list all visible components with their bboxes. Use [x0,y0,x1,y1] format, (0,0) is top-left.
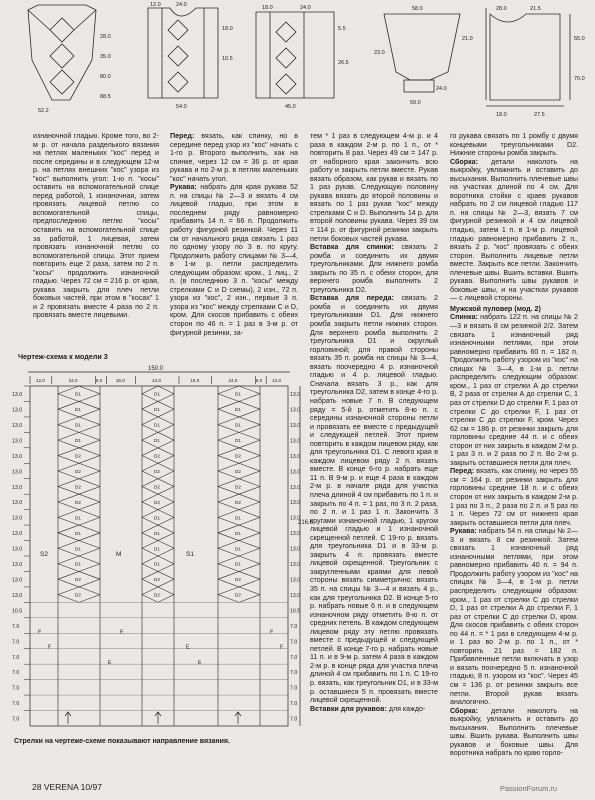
row-label-left: 7.0 [12,701,20,708]
model-2-sleeves-body: набрать 54 п. на спицы № 2—3 и вязать 8 см резинкой. Затем связать 1 изнаночный ряд изнаночными петлями, при этом равномерно прибавить 40 п. = 94 п. Продолжить работу узором из "кос" на спицах № 3—4, в 1-м р. петли распределить следующим образом: кром., 1 раз от стрелки С до стрелки D, 1 раз от стрелки А до стрелки F, 1 раз от стрелки С до стрелки D, кром. Для скосов прибавить с обеих сторон по 44 п. = * 1 раз в следующем 4-м р. и 1 раз во 2-м р. по 1 п., от * повторить 21 раз = 182 п. Прибавленные петли включать в узор и вязать поочередно 5 п. изнаночной гладью, 8 п. узором из "кос". Через 45 см = 136 р. от резинки закрыть все петли. Второй рукав вязать аналогично. [450,527,578,707]
back-insert-heading: Вставка для спинки: [310,243,394,252]
cable-diamond-label: D2 [235,484,241,490]
text-column-4 [450,132,578,780]
cable-diamond-label: D1 [154,438,160,444]
cable-diamond-label: D1 [235,438,241,444]
row-label-right: 13.0 [290,392,301,399]
yoke-piece-label-2: 23.0 [374,50,385,56]
collar-piece-label-2: 55.0 [574,36,585,42]
row-label-right: 13.0 [290,531,301,538]
front-body: вязать, как спинку, но в середине перед узор из "кос" начать с 1-го р. Второго выполнить, как на спинке, через 12 см = 36 р. от края рукава и по 2-м р. в петлях маленьких "кос" начать угол. [170,132,298,183]
yoke-piece-label-0: 58.0 [412,6,423,12]
sleeve-piece-label-4: 45.0 [285,104,296,110]
row-label-right: 13.0 [290,438,301,445]
model-2-back-heading: Спинка: [450,313,478,322]
front-piece-label-1: 24.0 [176,2,187,8]
cable-diamond-label: D2 [235,469,241,474]
cable-diamond-label: D1 [154,530,160,536]
front-piece-label-4: 54.0 [176,104,187,110]
row-label-left: 13.0 [12,453,23,460]
knitting-direction-arrow [235,712,241,724]
row-label-left: 13.0 [12,515,23,522]
model-2-heading: Мужской пуловер (мод. 2) [450,304,541,313]
top-segment-label: 6.0 [255,378,263,383]
row-label-left: 7.0 [12,639,20,646]
row-label-right: 7.0 [290,623,298,630]
top-segment-label: 12.0 [272,378,282,383]
back-piece-label-2: 35.0 [100,54,111,60]
front-piece-label-3: 10.5 [222,56,233,62]
marker-letter: E [108,660,112,667]
yoke-piece-label-3: 24.0 [436,86,447,92]
cable-diamond-label: D1 [235,530,241,536]
row-label-left: 7.0 [12,716,20,723]
row-label-right: 13.0 [290,546,301,553]
cable-diamond-label: D1 [235,407,241,413]
cable-diamond-label: D2 [235,453,241,459]
collar-piece-label-3: 70.0 [574,76,585,82]
row-label-right: 13.0 [290,577,301,584]
model-2-front-body: вязать, как спинку, но через 55 см = 164 р. от резинки закрыть для горловины средние 18 п. и с обеих сторон от них закрыть в каждом 2-м р. 1 раз по 3 п., 2 раза по 2 п. и 5 раз по 1 п. Через 72 см от нижнего края закрыть оставшиеся петли для плеч. [450,467,578,527]
chart-outline [30,386,288,726]
front-heading: Перед: [170,132,195,140]
cable-diamond-label: D1 [154,546,160,552]
text-column-1-body: изнаночной гладью. Кроме того, во 2-м р. от начала разделького вязания на петлях маленьких "кос" перед и после середины и в следующем 12-м р. на петлях внешних "кос" узора из "кос" выполнить угол: 1-ю п. "косы" оставить на вспомогательной спице перед работой, 1 изнаночная, затем провязать лицевой петлю со вспомогательной спицы, предпоследнюю петлю "косы" оставить на вспомогательной спице за работой, 1 лицевая, затем провязать изнаночной петлю со вспомогательной спицы. Этот прием повторить еще 2 раза, затем по 2 п. "косы" продолжить изнаночной гладью. Через 72 см = 216 р. от края, рукава закрыть для плеч петли боковых частей, при этом в "косах" 1 и 2 провязать вместе 4 раза по 2 п. провязать вместе лицевыми. [33,132,159,320]
cable-diamond-label: D1 [154,422,160,428]
knitting-direction-arrow [65,712,71,724]
marker-letter: E [186,644,190,651]
cable-diamond-label: D2 [75,577,81,583]
marker-letter: F [270,629,274,636]
top-segment-label: 12.0 [35,378,45,383]
row-label-left: 13.0 [12,469,23,476]
row-label-right: 13.0 [290,484,301,491]
cable-diamond-label: D2 [154,499,160,505]
row-label-left: 13.0 [12,531,23,538]
row-label-left: 10.5 [12,608,23,615]
row-label-right: 7.0 [290,701,298,708]
text-column-3 [310,132,438,780]
text-column-1 [33,132,159,360]
front-piece-label-2: 18.0 [222,26,233,32]
back-piece-label-3: 80.0 [100,74,111,80]
top-segment-label: 24.0 [68,378,78,383]
front-insert-body: связать 2 ромба и соединить их двумя треугольниками D1. Для нижнего ромба закрыть петли нижних сторон. Для верхнего ромба выполнить 2 треугольника D1 и округлый горловиной; для правой стороны вязать 35 п. ромба на спицы № 3—4, вязать поочередно 4 р. изнаночной гладью и 4 р. лицевой гладью. Сначала вязать 3 р., как для треугольника D2, затем в конце 4-го р. набрать новые 7 п. В следующем ряду = 5-й р. отметить 8-ю п. с середины изнаночной стороны петли и провязать ее вместе с предыдущей и следующей петлей. Этот прием повторить в каждом лицевом ряду, как для треугольника D1. С левого края в каждом лицевом ряду 2 п. вязать вместе. В конце 6-го р. набрать еще 11 п. В 9-м р. и еще 4 раза в каждом 2-м р. в начале ряда для участка плеча длиной 4 см прибавить по 1 п. и закрыть по 4 п. = 1 раз, по 3 п. 2 раза, по 2 п. и 1 раз 1 п. Закончить 3 кругами изнаночной гладью, 1 кругом лицевой гладью и 1 изнаночной скрещенной петлей. С 19-го р. вязать для треугольника D1 и в 33-м р. закрыть 4 п. провязать вместе лицевой скрещенной. Треугольник с закругленными краями для левой стороны вязать симметрично: вязать 35 п. на спицы № 3—4 и вязать 4 р., как для треугольника D2. В конце 5-го р. набрать новые 6 п. и в следующем изнаночном ряду отметить 8-ю п. от средних петель. В каждом следующем лицевом ряду эту петлю провязать вместе с предыдущей и следующей петлей. В конце 7-го р. набрать новые 11 п. и в 9-м р. затем 4 раза в каждом 2-м р. в конце ряда для участка плеча длиной 4 см прибавить по 1 п. С 19-го р. вязать, как треугольник D1, и в 33-м р. оставшиеся 5 п. провязать вместе лицевой скрещенной. [310,294,438,705]
cable-diamond-label: D1 [75,438,81,444]
section-label: M [116,551,122,558]
sleeve-piece-label-0: 18.0 [262,5,273,11]
cable-diamond-label: D1 [75,530,81,536]
sleeve-piece-label-1: 24.0 [300,5,311,11]
row-label-left: 13.0 [12,592,23,599]
chart-caption: Чертеж-схема к модели 3 [18,352,108,361]
top-segment-label: 18.0 [190,378,200,383]
back-piece-label-4: 88.5 [100,94,111,100]
row-label-left: 13.0 [12,438,23,445]
cable-diamond-label: D2 [235,592,241,598]
yoke-piece-label-1: 21.0 [462,36,473,42]
row-label-right: 7.0 [290,716,298,723]
model-2-assembly-heading: Сборка: [450,706,478,715]
model-2-front-heading: Перед: [450,467,475,476]
watermark: PassionForum.ru [500,784,558,793]
row-label-right: 13.0 [290,469,301,476]
cable-diamond-label: D2 [75,499,81,505]
row-label-left: 13.0 [12,500,23,507]
back-insert-body: связать 2 ромба и соединить их двумя треугольниками. Для нижнего ромба закрыть по 35 п. с обеих сторон, для верхнего ромба выполнить 2 треугольника D2. [310,243,438,294]
sleeves-body: набрать для края рукава 52 п. на спицы № 2—3 и вязать 4 см лицевой гладью, при этом в последнем ряду равномерно прибавить 14 п. = 66 п. Продолжить работу фигурной резинкой. Через 11 см от начального ряда связать 1 раз по одному узору по 3 в. по кругу. Продолжить работу спицами № 3—4, в 1-м р. петли распределить следующим образом: кром., 1 лиц., 2 п. (в последнюю 3 п. "косы" между стрелками С и D схемы), 2 изн., 72 п. узора из "кос", 2 изн., первые 3 п. узора из "кос" между стрелками С и D, кром. Для скосов прибавить с обеих сторон по 46 п. = 1 раз в 3-м р. от фигурной резинки, за- [170,183,298,337]
marker-letter: E [198,660,202,667]
row-label-left: 7.0 [12,654,20,661]
row-label-left: 13.0 [12,407,23,414]
cable-diamond-label: D2 [154,592,160,598]
row-label-right: 13.0 [290,407,301,414]
row-label-left: 13.0 [12,562,23,569]
row-label-right: 13.0 [290,500,301,507]
cable-diamond-label: D2 [154,577,160,583]
cable-diamond-label: D1 [154,391,160,397]
top-segment-label: 24.0 [152,378,162,383]
cable-diamond-label: D1 [154,561,160,567]
page-footer: 28 VERENA 10/97 [32,782,102,792]
front-insert-heading: Вставка для переда: [310,294,394,303]
collar-piece-label-0: 28.0 [496,6,507,12]
top-segment-label: 16.0 [115,378,125,383]
top-segment-label: 24.0 [228,378,238,383]
cable-diamond-label: D2 [154,469,160,474]
row-label-right: 10.5 [290,608,301,615]
row-label-left: 13.0 [12,484,23,491]
collar-piece-label-5: 27.5 [534,112,545,118]
yoke-piece-label-4: 59.0 [410,100,421,106]
section-label: S2 [40,551,48,558]
collar-piece-label-4: 18.0 [496,112,507,118]
sleeve-insert-heading: Вставки для рукавов: [310,704,387,713]
cable-diamond-label: D2 [75,592,81,598]
row-label-right: 7.0 [290,639,298,646]
cable-diamond-label: D1 [235,391,241,397]
row-label-left: 7.0 [12,623,20,630]
marker-letter: E [120,629,124,636]
marker-letter: F [38,629,42,636]
back-piece-label-1: 28.0 [100,34,111,40]
cable-diamond-label: D1 [154,407,160,413]
row-label-left: 13.0 [12,422,23,429]
cable-diamond-label: D2 [235,577,241,583]
row-label-right: 13.0 [290,592,301,599]
model-2-back-body: набрать 122 п. на спицы № 2—3 и вязать 8 см резинкой 2/2. Затем связать 1 изнаночный ряд изнаночными петлями, при этом равномерно прибавить 60 п. = 182 п. Продолжить работу узором из "кос" на спицах № 3—4, в 1-м р. петли распределить следующим образом: кром., 1 раз от стрелки А до стрелки В, 2 раза от стрелки А до стрелки С, 1 раз от стрелки D до стрелки F, 1 раз от стрелки С до стрелки F, 1 раз от стрелки С до стрелки F, кром. Через 62 см = 186 р. от резинки закрыть для горловины средние 44 п. и с обеих сторон от них закрыть в каждом 2-м р. 1 раз 3 п. и 2 раза по 2 п. Во 2-м р. закрыть оставшиеся петли для плеч. [450,313,578,467]
row-label-left: 13.0 [12,546,23,553]
cable-diamond-label: D1 [75,407,81,413]
top-segment-label: 6.0 [95,378,103,383]
row-label-right: 13.0 [290,515,301,522]
cable-diamond-label: D2 [75,484,81,490]
cable-diamond-label: D1 [75,391,81,397]
row-label-left: 7.0 [12,685,20,692]
knitting-chart [8,364,314,736]
pattern-schematics [0,0,595,130]
marker-letter: F [48,644,52,651]
cable-diamond-label: D1 [235,515,241,521]
assembly-heading: Сборка: [450,157,478,166]
col3-intro-body: тем * 1 раз в следующем 4-м р. и 4 раза в каждом 2-м р. по 1 п., от * повторить 8 раз. Через 49 см = 147 р. от наборного края закончить всю работу и закрыть петли вместе. Рукав вязать образом, как рукав и вязать по 1 раз рукав. Следующую половину рукава вязать до второй половины и вязать по 1 раз рукав "кос" между стрелками С и D. Выполнить 14 р. для второй половины рукава. Через 39 см = 114 р. от фигурной резинки закрыть петли боковых частей рукава. [310,132,438,243]
row-label-right: 13.0 [290,562,301,569]
marker-letter: F [280,644,284,651]
cable-diamond-label: D2 [75,453,81,459]
cable-diamond-label: D1 [235,422,241,428]
cable-diamond-label: D1 [75,561,81,567]
cable-diamond-label: D1 [75,422,81,428]
row-label-right: 13.0 [290,422,301,429]
row-label-left: 7.0 [12,670,20,677]
text-column-2 [170,132,298,372]
sleeves-heading: Рукава: [170,183,197,192]
sleeve-piece-label-2: 5.5 [338,26,346,32]
model-2-assembly-body: детали наколоть на выкройку, увлажнить и оставить до высыхания. Выполнить плечевые швы. Вшить рукава. Выполнить швы рукавов и боковые швы. Для воротника набрать по краю горло- [450,706,578,758]
arrow-note: Стрелки на чертеже-схеме показывают направление вязания. [14,738,230,745]
cable-diamond-label: D2 [154,484,160,490]
collar-piece-label-1: 21.5 [530,6,541,12]
row-label-right: 7.0 [290,654,298,661]
assembly-body: детали наколоть на выкройку, увлажнить и оставить до высыхания. Выполнить плечевые швы на участках длиной по 4 см. Для воротника стойки с краев рукавов набрать по 2 см лицевой гладью 117 п. на спицы № 2—3, вязать 7 см фигурной резинкой и 4 см лицевой гладью, затем 1 п. в 1-м р. лицевой гладью равномерно прибавить 2 п., вязать 2 р. "кос" провязать с обеих сторон. Выполнить лицевые петли вместе. Закрыть все петли. Закончить плечевые швы. Вшить вставки. Вшить рукава. Выполнить швы рукавов и боковые швы, и на участках рукавов — с лицевой стороны. [450,157,578,303]
cable-diamond-label: D2 [154,453,160,459]
row-label-left: 13.0 [12,577,23,584]
cable-diamond-label: D1 [75,515,81,521]
sleeve-insert-body: для каждо- [386,704,426,713]
row-label-right: 7.0 [290,685,298,692]
chart-height-label: 216.0 [298,520,314,526]
cable-diamond-label: D1 [75,546,81,552]
cable-diamond-label: D2 [75,469,81,474]
col4-intro-body: го рукава связать по 1 ромбу с двумя концевыми треугольниками D2. Нижние стороны ромба закрыть. [450,132,578,158]
row-label-right: 7.0 [290,670,298,677]
row-label-left: 13.0 [12,392,23,399]
model-2-sleeves-heading: Рукава: [450,527,477,536]
knitting-direction-arrow [155,712,161,724]
cable-diamond-label: D2 [235,499,241,505]
section-label: S1 [186,551,194,558]
chart-width-label: 150.0 [148,366,164,372]
cable-diamond-label: D1 [235,546,241,552]
sleeve-piece-label-3: 26.5 [338,60,349,66]
front-piece-label-0: 12.0 [150,2,161,8]
back-piece-label-0: 52.2 [38,108,49,114]
cable-diamond-label: D1 [154,515,160,521]
cable-diamond-label: D1 [235,561,241,567]
row-label-right: 13.0 [290,453,301,460]
